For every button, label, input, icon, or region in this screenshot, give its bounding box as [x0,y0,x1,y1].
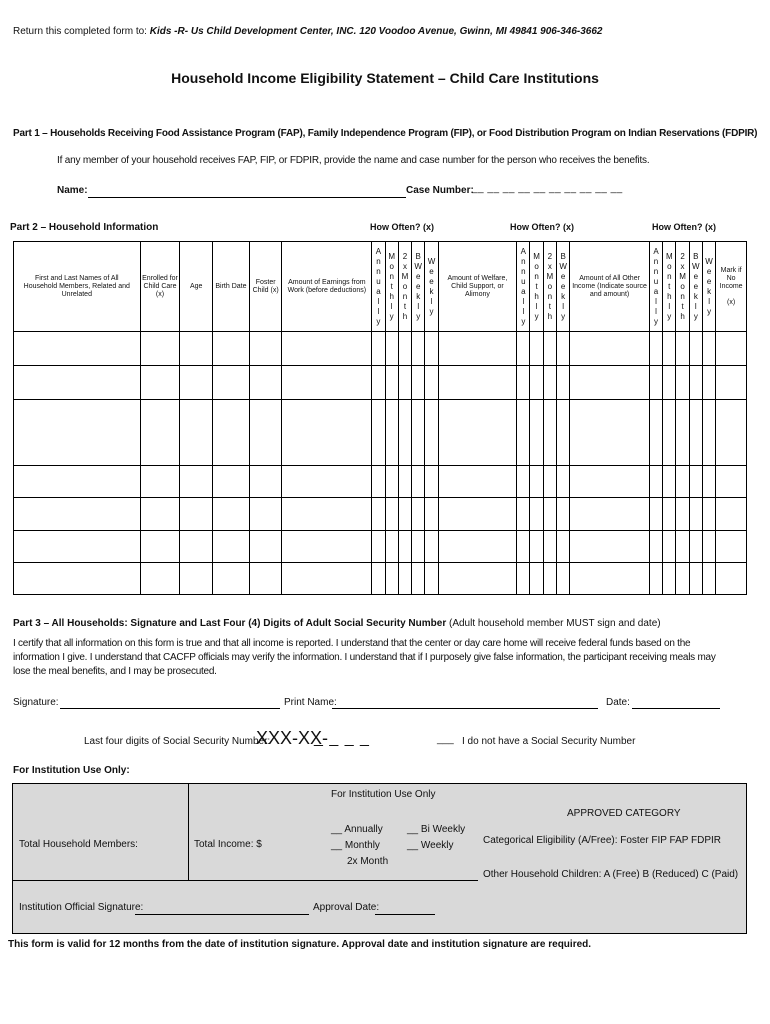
table-cell[interactable] [412,400,425,466]
col-header-enrolled: Enrolled for Child Care (x) [140,242,180,332]
table-cell[interactable] [438,498,517,531]
table-cell[interactable] [14,366,141,400]
table-cell[interactable] [385,498,398,531]
table-cell[interactable] [570,563,650,595]
col-header-foster: Foster Child (x) [249,242,282,332]
table-cell[interactable] [663,366,676,400]
table-cell[interactable] [517,366,530,400]
table-cell[interactable] [180,531,213,563]
return-line [13,26,602,37]
table-cell[interactable] [282,400,372,466]
table-cell[interactable] [716,332,747,366]
institution-box [12,783,747,934]
table-cell[interactable] [140,366,180,400]
how-often-label-2: How Often? (x) [510,222,574,232]
table-cell[interactable] [557,531,570,563]
table-cell[interactable] [530,498,543,531]
table-cell[interactable] [689,332,702,366]
return-prefix: Return this completed form to: [13,26,147,37]
table-cell[interactable] [425,366,438,400]
freq-monthly-3: M o n t h l y [663,242,676,332]
table-row [14,332,747,366]
table-cell[interactable] [716,531,747,563]
table-cell[interactable] [213,332,250,366]
signature-field[interactable] [60,697,280,709]
table-cell[interactable] [530,466,543,498]
freq-weekly-3: W e e k l y [702,242,715,332]
institution-heading: For Institution Use Only: [13,765,130,776]
table-cell[interactable] [372,366,385,400]
table-cell[interactable] [438,531,517,563]
table-cell[interactable] [649,332,662,366]
table-cell[interactable] [438,563,517,595]
freq-biweekly-2: B W e e k l y [557,242,570,332]
col-header-other-income: Amount of All Other Income (Indicate source and amount) [570,242,650,332]
table-cell[interactable] [517,498,530,531]
table-cell[interactable] [412,332,425,366]
table-cell[interactable] [412,366,425,400]
table-cell[interactable] [282,466,372,498]
table-cell[interactable] [14,531,141,563]
table-cell[interactable] [702,498,715,531]
table-cell[interactable] [425,563,438,595]
table-cell[interactable] [425,531,438,563]
table-cell[interactable] [649,531,662,563]
table-cell[interactable] [180,498,213,531]
table-cell[interactable] [180,466,213,498]
table-cell[interactable] [412,563,425,595]
table-cell[interactable] [249,498,282,531]
col-header-birth-date: Birth Date [213,242,250,332]
name-field[interactable] [88,185,406,198]
page-title: Household Income Eligibility Statement – Child Care Institutions [171,70,599,86]
table-cell[interactable] [249,400,282,466]
approved-category-label: APPROVED CATEGORY [567,808,681,819]
table-cell[interactable] [676,366,689,400]
table-cell[interactable] [385,366,398,400]
ssn-digits-field[interactable]: _ _ _ _ [314,730,370,747]
freq-monthly-1: M o n t h l y [385,242,398,332]
freq-2x-2: 2 x M o n t h [543,242,556,332]
table-cell[interactable] [398,400,411,466]
table-cell[interactable] [570,498,650,531]
table-cell[interactable] [557,332,570,366]
freq-annually-1: A n n u a l l y [372,242,385,332]
categorical-eligibility[interactable]: Categorical Eligibility (A/Free): Foster FIP FAP FDPIR [483,835,722,846]
print-name-field[interactable] [332,697,598,709]
col-header-work: Amount of Earnings from Work (before deductions) [282,242,372,332]
table-cell[interactable] [425,466,438,498]
table-cell[interactable] [702,332,715,366]
table-cell[interactable] [425,332,438,366]
table-cell[interactable] [702,366,715,400]
table-cell[interactable] [689,498,702,531]
part2-heading: Part 2 – Household Information [10,222,159,233]
approval-date-field[interactable] [375,902,435,915]
date-field[interactable] [632,697,720,709]
table-cell[interactable] [530,563,543,595]
table-cell[interactable] [180,332,213,366]
table-cell[interactable] [676,400,689,466]
table-cell[interactable] [649,498,662,531]
signature-label: Signature: [13,697,59,708]
footer-note: This form is valid for 12 months from the date of institution signature. Approval date and institution signature are required. [8,939,592,950]
table-cell[interactable] [676,332,689,366]
approval-date-label: Approval Date: [313,902,380,913]
table-cell[interactable] [282,366,372,400]
ssn-label: Last four digits of Social Security Number: [84,736,271,747]
table-cell[interactable] [412,531,425,563]
table-cell[interactable] [249,366,282,400]
freq-monthly-2: M o n t h l y [530,242,543,332]
table-cell[interactable] [543,366,556,400]
table-cell[interactable] [282,531,372,563]
table-row [14,466,747,498]
table-cell[interactable] [213,563,250,595]
table-cell[interactable] [716,366,747,400]
table-cell[interactable] [282,563,372,595]
table-cell[interactable] [570,400,650,466]
institution-divider-v [188,784,189,880]
table-cell[interactable] [689,466,702,498]
table-cell[interactable] [570,466,650,498]
household-table [13,241,747,595]
table-cell[interactable] [372,563,385,595]
table-cell[interactable] [140,563,180,595]
freq-2x-3: 2 x M o n t h [676,242,689,332]
table-cell[interactable] [716,498,747,531]
twice-monthly-option[interactable]: 2x Month [347,856,389,867]
table-row [14,366,747,400]
table-cell[interactable] [557,466,570,498]
table-cell[interactable] [372,400,385,466]
table-cell[interactable] [385,531,398,563]
table-cell[interactable] [140,400,180,466]
no-income-x: (x) [727,298,736,306]
col-header-no-income [716,242,747,332]
case-number-label: Case Number: [406,185,474,196]
table-cell[interactable] [180,563,213,595]
no-ssn-checkbox[interactable]: ___ [437,734,454,745]
table-cell[interactable] [398,366,411,400]
print-name-label: Print Name: [284,697,337,708]
table-cell[interactable] [716,563,747,595]
table-cell[interactable] [438,332,517,366]
table-cell[interactable] [676,531,689,563]
table-cell[interactable] [14,498,141,531]
table-row [14,498,747,531]
table-cell[interactable] [517,563,530,595]
table-cell[interactable] [385,400,398,466]
no-income-label: Mark if No Income [719,266,743,290]
table-cell[interactable] [517,400,530,466]
table-cell[interactable] [412,466,425,498]
table-cell[interactable] [663,400,676,466]
table-cell[interactable] [372,332,385,366]
table-cell[interactable] [676,563,689,595]
table-cell[interactable] [570,531,650,563]
table-cell[interactable] [689,400,702,466]
table-cell[interactable] [663,332,676,366]
table-cell[interactable] [282,498,372,531]
table-cell[interactable] [570,332,650,366]
table-cell[interactable] [557,366,570,400]
col-header-age: Age [180,242,213,332]
part3-heading-note: (Adult household member MUST sign and date) [449,618,661,629]
table-cell[interactable] [716,466,747,498]
certification-text: I certify that all information on this form is true and that all income is reported. I understand that the center or day care home will receive federal funds based on the information I give. I understand that CACFP officials may verify the information. I understand that if I purposely give false information, the participant receiving meals may lose the meal benefits, and I may be prosecuted. [13,638,716,677]
freq-biweekly-1: B W e e k l y [412,242,425,332]
weekly-option[interactable]: __ Weekly [407,840,454,851]
annually-option[interactable]: __ Annually [331,824,383,835]
how-often-label-3: How Often? (x) [652,222,716,232]
name-label: Name: [57,185,88,196]
table-cell[interactable] [543,332,556,366]
table-cell[interactable] [530,531,543,563]
part1-instruction: If any member of your household receives FAP, FIP, or FDPIR, provide the name and case number for the person who receives the benefits. [57,155,650,166]
col-header-names: First and Last Names of All Household Members, Related and Unrelated [14,242,141,332]
table-cell[interactable] [372,498,385,531]
table-cell[interactable] [543,498,556,531]
table-cell[interactable] [398,498,411,531]
table-cell[interactable] [140,498,180,531]
table-cell[interactable] [557,400,570,466]
table-cell[interactable] [702,531,715,563]
table-cell[interactable] [213,531,250,563]
table-cell[interactable] [398,531,411,563]
freq-annually-3: A n n u a l l y [649,242,662,332]
table-cell[interactable] [398,466,411,498]
freq-biweekly-3: B W e e k l y [689,242,702,332]
table-cell[interactable] [438,400,517,466]
table-cell[interactable] [140,332,180,366]
freq-annually-2: A n n u a l l y [517,242,530,332]
table-cell[interactable] [689,531,702,563]
how-often-label-1: How Often? (x) [370,222,434,232]
table-cell[interactable] [663,466,676,498]
table-cell[interactable] [140,531,180,563]
table-cell[interactable] [663,563,676,595]
table-cell[interactable] [249,466,282,498]
monthly-option[interactable]: __ Monthly [331,840,380,851]
table-cell[interactable] [663,498,676,531]
table-cell[interactable] [213,466,250,498]
table-cell[interactable] [398,332,411,366]
part3-heading-line [13,618,661,629]
table-cell[interactable] [372,531,385,563]
table-cell[interactable] [213,400,250,466]
table-cell[interactable] [412,498,425,531]
table-cell[interactable] [180,400,213,466]
table-cell[interactable] [213,366,250,400]
table-cell[interactable] [249,563,282,595]
table-header-row [14,242,747,332]
table-cell[interactable] [649,400,662,466]
table-cell[interactable] [249,531,282,563]
table-cell[interactable] [517,466,530,498]
table-cell[interactable] [702,400,715,466]
freq-weekly-1: W e e k l y [425,242,438,332]
table-cell[interactable] [676,498,689,531]
table-cell[interactable] [649,366,662,400]
table-cell[interactable] [438,366,517,400]
table-cell[interactable] [425,498,438,531]
table-row [14,563,747,595]
table-cell[interactable] [140,466,180,498]
table-cell[interactable] [557,498,570,531]
table-cell[interactable] [14,400,141,466]
table-cell[interactable] [543,466,556,498]
table-cell[interactable] [14,332,141,366]
table-cell[interactable] [649,563,662,595]
table-cell[interactable] [530,332,543,366]
table-cell[interactable] [385,563,398,595]
table-cell[interactable] [543,563,556,595]
table-cell[interactable] [543,400,556,466]
table-cell[interactable] [676,466,689,498]
return-address: Kids -R- Us Child Development Center, INC. 120 Voodoo Avenue, Gwinn, MI 49841 906-346-3662 [149,26,603,37]
table-cell[interactable] [570,366,650,400]
table-cell[interactable] [249,332,282,366]
table-row [14,531,747,563]
total-income-label: Total Income: $ [194,839,262,850]
table-cell[interactable] [689,366,702,400]
total-members-label: Total Household Members: [19,839,138,850]
part1-heading: Part 1 – Households Receiving Food Assistance Program (FAP), Family Independence Program (FIP), or Food Distribution Program on Indian Reservations (FDPIR) [13,128,758,139]
table-cell[interactable] [385,332,398,366]
table-cell[interactable] [385,466,398,498]
table-cell[interactable] [372,466,385,498]
ssn-value: XXX-XX- [256,728,329,748]
table-cell[interactable] [716,400,747,466]
table-cell[interactable] [702,563,715,595]
table-cell[interactable] [663,531,676,563]
col-header-welfare: Amount of Welfare, Child Support, or Alimony [438,242,517,332]
table-cell[interactable] [689,563,702,595]
table-cell[interactable] [557,563,570,595]
institution-box-title: For Institution Use Only [331,789,436,800]
table-cell[interactable] [543,531,556,563]
official-signature-label: Institution Official Signature: [19,902,144,913]
table-cell[interactable] [649,466,662,498]
table-cell[interactable] [398,563,411,595]
case-number-field[interactable]: __ __ __ __ __ __ __ __ __ __ [472,183,623,194]
table-cell[interactable] [530,366,543,400]
date-label: Date: [606,697,630,708]
table-cell[interactable] [702,466,715,498]
biweekly-option[interactable]: __ Bi Weekly [407,824,466,835]
table-cell[interactable] [438,466,517,498]
table-cell[interactable] [213,498,250,531]
part3-heading: Part 3 – All Households: Signature and Last Four (4) Digits of Adult Social Security Number [13,618,447,629]
no-ssn-label: I do not have a Social Security Number [462,736,636,747]
table-cell[interactable] [425,400,438,466]
table-cell[interactable] [180,366,213,400]
table-cell[interactable] [517,531,530,563]
freq-2x-1: 2 x M o n t h [398,242,411,332]
official-signature-field[interactable] [135,902,309,915]
other-children-category[interactable]: Other Household Children: A (Free) B (Reduced) C (Paid) [483,869,739,880]
table-cell[interactable] [282,332,372,366]
table-cell[interactable] [14,563,141,595]
table-cell[interactable] [14,466,141,498]
table-cell[interactable] [517,332,530,366]
table-row [14,400,747,466]
institution-divider-h [13,880,478,881]
table-cell[interactable] [530,400,543,466]
